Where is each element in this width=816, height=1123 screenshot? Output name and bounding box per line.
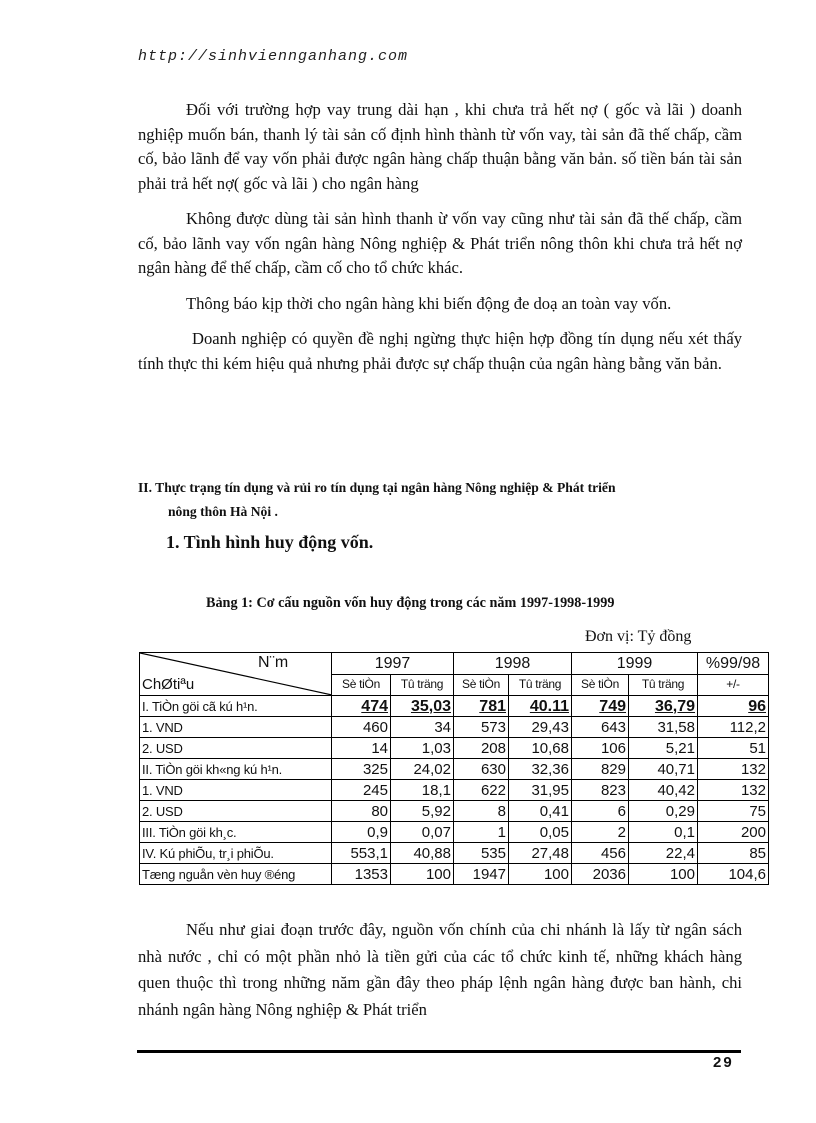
year-header-1999: 1999 bbox=[572, 653, 698, 675]
table-cell: 0,29 bbox=[629, 801, 698, 822]
table-cell: 96 bbox=[698, 696, 769, 717]
table-cell: 460 bbox=[332, 717, 391, 738]
change-header: %99/98 bbox=[698, 653, 769, 675]
subheader-share: Tû träng bbox=[629, 674, 698, 696]
table-cell: 100 bbox=[391, 864, 454, 885]
row-label: 1. VND bbox=[140, 780, 332, 801]
table-cell: 0,41 bbox=[509, 801, 572, 822]
table-cell: 200 bbox=[698, 822, 769, 843]
header-url: http://sinhviennganhang.com bbox=[138, 48, 409, 65]
row-label: Tæng nguån vèn huy ®éng bbox=[140, 864, 332, 885]
paragraph-3: Thông báo kịp thời cho ngân hàng khi biến động đe doạ an toàn vay vốn. bbox=[186, 293, 672, 313]
table-cell: 75 bbox=[698, 801, 769, 822]
table-cell: 104,6 bbox=[698, 864, 769, 885]
table-cell: 132 bbox=[698, 780, 769, 801]
table-cell: 1947 bbox=[454, 864, 509, 885]
table-cell: 5,92 bbox=[391, 801, 454, 822]
table-cell: 0,05 bbox=[509, 822, 572, 843]
body-text-top bbox=[138, 98, 742, 387]
table-cell: 31,58 bbox=[629, 717, 698, 738]
table-cell: 1,03 bbox=[391, 738, 454, 759]
section-heading-line1: II. Thực trạng tín dụng và rủi ro tín dụng tại ngân hàng Nông nghiệp & Phát triển bbox=[138, 480, 616, 495]
table-row bbox=[140, 780, 769, 801]
table-cell: 14 bbox=[332, 738, 391, 759]
table-cell: 622 bbox=[454, 780, 509, 801]
table-cell: 0,1 bbox=[629, 822, 698, 843]
table-cell: 5,21 bbox=[629, 738, 698, 759]
row-label: I. TiÒn göi cã kú h¹n. bbox=[140, 696, 332, 717]
table-cell: 325 bbox=[332, 759, 391, 780]
row-label: IV. Kú phiÕu, tr¸i phiÕu. bbox=[140, 843, 332, 864]
table-cell: 8 bbox=[454, 801, 509, 822]
table-cell: 2 bbox=[572, 822, 629, 843]
table-cell: 749 bbox=[572, 696, 629, 717]
table-row bbox=[140, 822, 769, 843]
row-label: 2. USD bbox=[140, 801, 332, 822]
year-header-1998: 1998 bbox=[454, 653, 572, 675]
row-label: 2. USD bbox=[140, 738, 332, 759]
page-number: 29 bbox=[713, 1054, 734, 1071]
subheader-share: Tû träng bbox=[391, 674, 454, 696]
table-total-row bbox=[140, 864, 769, 885]
paragraph-1: Đối với trường hợp vay trung dài hạn , khi chưa trả hết nợ ( gốc và lãi ) doanh nghiệp muốn bán, thanh lý tài sản cố định hình thành từ vốn vay, tài sản đã thế chấp, cầm cố, bảo lãnh để vay vốn phải được ngân hàng chấp thuận bằng văn bản. số tiền bán tài sản phải trả hết nợ( gốc và lãi ) cho ngân hàng bbox=[138, 100, 742, 193]
subheader-share: Tû träng bbox=[509, 674, 572, 696]
footer-rule bbox=[137, 1050, 741, 1053]
table-cell: 40,42 bbox=[629, 780, 698, 801]
table-row bbox=[140, 696, 769, 717]
table-cell: 27,48 bbox=[509, 843, 572, 864]
table-cell: 31,95 bbox=[509, 780, 572, 801]
table-cell: 106 bbox=[572, 738, 629, 759]
table-cell: 573 bbox=[454, 717, 509, 738]
table-cell: 132 bbox=[698, 759, 769, 780]
table-cell: 474 bbox=[332, 696, 391, 717]
table-cell: 245 bbox=[332, 780, 391, 801]
table-cell: 40,88 bbox=[391, 843, 454, 864]
table-caption: Bảng 1: Cơ cấu nguồn vốn huy động trong các năm 1997-1998-1999 bbox=[206, 595, 615, 611]
table-cell: 51 bbox=[698, 738, 769, 759]
table-cell: 781 bbox=[454, 696, 509, 717]
table-cell: 36,79 bbox=[629, 696, 698, 717]
table-unit: Đơn vị: Tỷ đồng bbox=[585, 628, 692, 645]
table-cell: 0,07 bbox=[391, 822, 454, 843]
table-corner-cell bbox=[140, 653, 332, 696]
table-cell: 0,9 bbox=[332, 822, 391, 843]
table-cell: 32,36 bbox=[509, 759, 572, 780]
table-cell: 208 bbox=[454, 738, 509, 759]
table-cell: 630 bbox=[454, 759, 509, 780]
table-header-row bbox=[140, 653, 769, 675]
table-cell: 29,43 bbox=[509, 717, 572, 738]
table-cell: 112,2 bbox=[698, 717, 769, 738]
table-cell: 24,02 bbox=[391, 759, 454, 780]
table-cell: 553,1 bbox=[332, 843, 391, 864]
subheader-change: +/- bbox=[698, 674, 769, 696]
subheader-amount: Sè tiÒn bbox=[332, 674, 391, 696]
corner-label-indicator: ChØtiªu bbox=[142, 676, 195, 693]
section-heading bbox=[138, 476, 742, 524]
table-cell: 829 bbox=[572, 759, 629, 780]
table-cell: 535 bbox=[454, 843, 509, 864]
corner-label-year: N¨m bbox=[258, 654, 289, 671]
subsection-heading: 1. Tình hình huy động vốn. bbox=[166, 532, 374, 552]
table-cell: 6 bbox=[572, 801, 629, 822]
table-cell: 22,4 bbox=[629, 843, 698, 864]
table-cell: 40,71 bbox=[629, 759, 698, 780]
table-cell: 10,68 bbox=[509, 738, 572, 759]
table-cell: 823 bbox=[572, 780, 629, 801]
section-heading-line2: nông thôn Hà Nội . bbox=[168, 504, 278, 519]
table-row bbox=[140, 843, 769, 864]
subheader-amount: Sè tiÒn bbox=[572, 674, 629, 696]
table-cell: 1 bbox=[454, 822, 509, 843]
table-row bbox=[140, 801, 769, 822]
funding-table bbox=[139, 652, 769, 885]
table-cell: 2036 bbox=[572, 864, 629, 885]
table-cell: 643 bbox=[572, 717, 629, 738]
table-cell: 100 bbox=[509, 864, 572, 885]
body-text-bottom bbox=[138, 917, 742, 1023]
paragraph-4: Doanh nghiệp có quyền đề nghị ngừng thực hiện hợp đồng tín dụng nếu xét thấy tính thực thi kém hiệu quả nhưng phải được sự chấp thuận của ngân hàng bằng văn bản. bbox=[138, 329, 742, 373]
table-cell: 100 bbox=[629, 864, 698, 885]
paragraph-2: Không được dùng tài sản hình thanh ừ vốn vay cũng như tài sản đã thế chấp, cầm cố, bảo lãnh vay vốn ngân hàng Nông nghiệp & Phát triển nông thôn khi chưa trả hết nợ ngân hàng để thế chấp, cầm cố cho tổ chức khác. bbox=[138, 209, 742, 277]
row-label: III. TiÒn göi kh¸c. bbox=[140, 822, 332, 843]
table-cell: 35,03 bbox=[391, 696, 454, 717]
row-label: II. TiÒn göi kh«ng kú h¹n. bbox=[140, 759, 332, 780]
table-row bbox=[140, 738, 769, 759]
table-row bbox=[140, 717, 769, 738]
table-cell: 1353 bbox=[332, 864, 391, 885]
table-cell: 456 bbox=[572, 843, 629, 864]
table-cell: 80 bbox=[332, 801, 391, 822]
year-header-1997: 1997 bbox=[332, 653, 454, 675]
table-cell: 18,1 bbox=[391, 780, 454, 801]
table-cell: 85 bbox=[698, 843, 769, 864]
paragraph-after-table: Nếu như giai đoạn trước đây, nguồn vốn chính của chi nhánh là lấy từ ngân sách nhà nước , chỉ có một phần nhỏ là tiền gửi của các tổ chức kinh tế, những khách hàng quen thuộc thì trong những năm gần đây theo pháp lệnh ngân hàng được ban hành, chi nhánh ngân hàng Nông nghiệp & Phát triển bbox=[138, 920, 742, 1019]
row-label: 1. VND bbox=[140, 717, 332, 738]
table-cell: 34 bbox=[391, 717, 454, 738]
table-cell: 40.11 bbox=[509, 696, 572, 717]
subheader-amount: Sè tiÒn bbox=[454, 674, 509, 696]
table-row bbox=[140, 759, 769, 780]
